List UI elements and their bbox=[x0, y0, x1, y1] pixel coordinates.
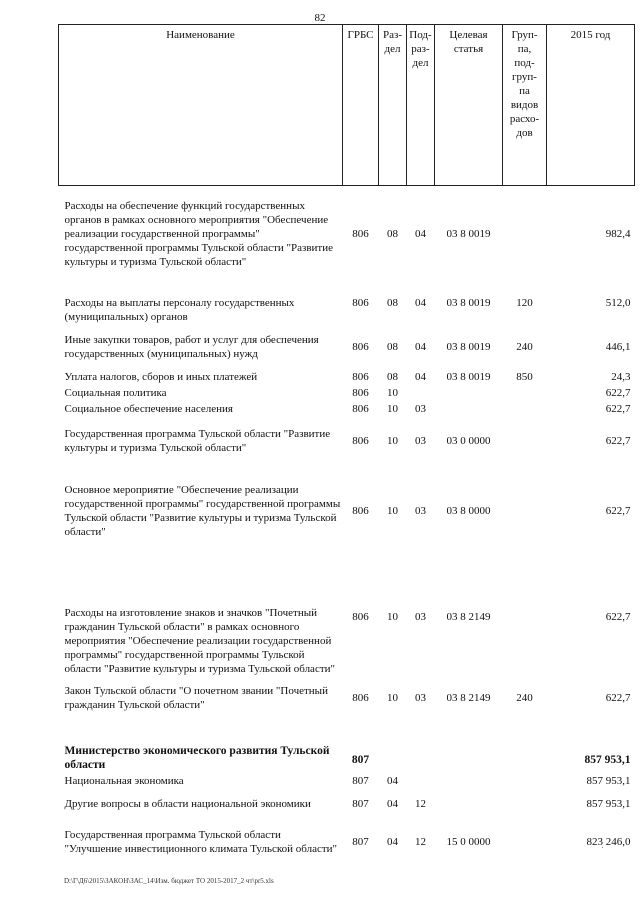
row-grbs: 806 bbox=[352, 227, 369, 240]
row-podrazdel: 04 bbox=[415, 370, 426, 383]
row-expense-group bbox=[503, 773, 547, 789]
row-name: Государственная программа Тульской области "Улучшение инвестиционного климата Тульской области" bbox=[64, 828, 338, 855]
row-podrazdel: 03 bbox=[415, 434, 426, 447]
row-razdel: 08 bbox=[387, 297, 398, 309]
row-amount: 622,7 bbox=[605, 610, 631, 623]
row-razdel bbox=[379, 719, 407, 773]
row-name: Закон Тульской области "О почетном звании "Почетный гражданин Тульской области" bbox=[64, 684, 328, 711]
row-target-article: 03 8 0019 bbox=[446, 340, 491, 353]
row-expense-group: 120 bbox=[516, 297, 533, 309]
row-target-article bbox=[435, 401, 503, 417]
row-expense-group: 850 bbox=[516, 370, 533, 383]
row-grbs: 806 bbox=[352, 610, 369, 623]
row-razdel: 10 bbox=[387, 402, 398, 415]
row-name: Расходы на выплаты персоналу государственных (муниципальных) органов bbox=[64, 296, 295, 323]
table-row bbox=[59, 385, 635, 401]
row-target-article: 03 8 2149 bbox=[446, 610, 491, 623]
row-expense-group bbox=[503, 465, 547, 557]
row-podrazdel: 03 bbox=[415, 691, 426, 704]
row-amount: 24,3 bbox=[611, 370, 631, 383]
table-row bbox=[59, 282, 635, 325]
table-row bbox=[59, 557, 635, 677]
row-name: Иные закупки товаров, работ и услуг для обеспечения государственных (муниципальных) нужд bbox=[64, 333, 319, 360]
row-name: Расходы на изготовление знаков и значков "Почетный гражданин Тульской области" в рамках основного мероприятия "Обеспечение реализации государственной программы" государственной программы Тульской области "Развитие культуры и туризма Тульской области" bbox=[64, 606, 336, 675]
row-name: Основное мероприятие "Обеспечение реализации государственной программы" государственной программы Тульской области "Развитие культуры и туризма Тульской области" bbox=[64, 483, 341, 538]
row-razdel: 10 bbox=[387, 504, 398, 517]
table-row bbox=[59, 325, 635, 369]
row-expense-group bbox=[503, 557, 547, 677]
table-row bbox=[59, 719, 635, 773]
row-podrazdel: 03 bbox=[415, 402, 426, 415]
row-name: Социальная политика bbox=[64, 386, 167, 399]
row-grbs: 806 bbox=[352, 386, 369, 399]
row-podrazdel: 04 bbox=[415, 297, 426, 309]
row-expense-group bbox=[503, 385, 547, 401]
header-razdel: Раз- дел bbox=[379, 25, 407, 186]
row-expense-group bbox=[503, 401, 547, 417]
row-razdel: 04 bbox=[387, 835, 398, 848]
row-amount: 622,7 bbox=[605, 504, 631, 517]
row-grbs: 807 bbox=[352, 835, 369, 848]
table-body bbox=[59, 186, 635, 865]
row-target-article: 03 0 0000 bbox=[446, 434, 491, 447]
page-number: 82 bbox=[314, 12, 326, 24]
row-expense-group bbox=[503, 819, 547, 865]
row-expense-group bbox=[503, 186, 547, 282]
row-razdel: 04 bbox=[387, 797, 398, 810]
row-amount: 622,7 bbox=[605, 386, 631, 399]
row-podrazdel: 03 bbox=[415, 610, 426, 623]
row-grbs: 806 bbox=[352, 434, 369, 447]
row-grbs: 806 bbox=[352, 297, 369, 309]
row-grbs: 807 bbox=[351, 753, 370, 766]
budget-table bbox=[58, 24, 635, 865]
row-target-article bbox=[435, 773, 503, 789]
row-amount: 622,7 bbox=[605, 402, 631, 415]
row-podrazdel: 04 bbox=[415, 227, 426, 240]
row-razdel: 10 bbox=[387, 691, 398, 704]
row-amount: 857 953,1 bbox=[586, 797, 631, 810]
row-grbs: 806 bbox=[352, 370, 369, 383]
row-target-article: 03 8 0019 bbox=[446, 370, 491, 383]
row-expense-group: 240 bbox=[516, 691, 533, 704]
header-expense-group: Груп- па, под- груп- па видов расхо- дов bbox=[503, 25, 547, 186]
header-year-2015: 2015 год bbox=[547, 25, 635, 186]
row-target-article: 03 8 0019 bbox=[446, 297, 491, 309]
table-row bbox=[59, 819, 635, 865]
row-razdel: 10 bbox=[387, 386, 398, 399]
row-razdel: 10 bbox=[387, 610, 398, 623]
row-podrazdel bbox=[407, 773, 435, 789]
row-podrazdel bbox=[407, 385, 435, 401]
row-name: Расходы на обеспечение функций государственных органов в рамках основного мероприятия "Обеспечение реализации государственной программы" государственной программы Тульской области "Развитие культуры и туризма Тульской области" bbox=[64, 199, 334, 268]
header-name: Наименование bbox=[59, 25, 343, 186]
row-expense-group: 240 bbox=[516, 340, 533, 353]
row-podrazdel: 04 bbox=[415, 340, 426, 353]
row-name: Министерство экономического развития Тульской области bbox=[64, 744, 330, 771]
row-podrazdel: 12 bbox=[415, 835, 426, 848]
table-row bbox=[59, 789, 635, 819]
row-amount: 622,7 bbox=[605, 434, 631, 447]
row-grbs: 807 bbox=[352, 797, 369, 810]
row-razdel: 10 bbox=[387, 434, 398, 447]
row-podrazdel: 03 bbox=[415, 504, 426, 517]
row-expense-group bbox=[503, 719, 547, 773]
row-razdel: 04 bbox=[387, 774, 398, 787]
row-name: Национальная экономика bbox=[64, 774, 184, 787]
row-name: Государственная программа Тульской области "Развитие культуры и туризма Тульской области" bbox=[64, 427, 331, 454]
table-row bbox=[59, 465, 635, 557]
scan-mark bbox=[602, 847, 603, 848]
row-target-article: 03 8 2149 bbox=[446, 691, 491, 704]
row-amount: 622,7 bbox=[605, 691, 631, 704]
header-grbs: ГРБС bbox=[343, 25, 379, 186]
header-target-article: Целевая статья bbox=[435, 25, 503, 186]
table-row bbox=[59, 401, 635, 417]
row-name: Другие вопросы в области национальной экономики bbox=[64, 797, 311, 810]
row-grbs: 807 bbox=[352, 774, 369, 787]
row-amount: 857 953,1 bbox=[584, 753, 631, 766]
row-grbs: 806 bbox=[352, 340, 369, 353]
table-row bbox=[59, 417, 635, 465]
row-target-article bbox=[435, 385, 503, 401]
table-row bbox=[59, 773, 635, 789]
row-amount: 512,0 bbox=[605, 297, 631, 309]
row-name: Социальное обеспечение населения bbox=[64, 402, 233, 415]
row-amount: 446,1 bbox=[605, 340, 631, 353]
row-razdel: 08 bbox=[387, 340, 398, 353]
row-target-article: 03 8 0019 bbox=[446, 227, 491, 240]
row-expense-group bbox=[503, 789, 547, 819]
row-amount: 823 246,0 bbox=[586, 835, 631, 848]
row-razdel: 08 bbox=[387, 370, 398, 383]
row-razdel: 08 bbox=[387, 227, 398, 240]
row-name: Уплата налогов, сборов и иных платежей bbox=[64, 370, 258, 383]
row-grbs: 806 bbox=[352, 504, 369, 517]
table-row bbox=[59, 677, 635, 719]
row-target-article bbox=[435, 719, 503, 773]
header-podrazdel: Под- раз- дел bbox=[407, 25, 435, 186]
row-amount: 982,4 bbox=[605, 227, 631, 240]
table-header bbox=[59, 25, 635, 186]
row-target-article: 03 8 0000 bbox=[446, 504, 491, 517]
row-podrazdel bbox=[407, 719, 435, 773]
file-path-footer: D:\Г\Д6\2015\ЗАКОН\ЗАС_14\Изм. бюджет ТО 2015-2017_2 чт\pr5.xls bbox=[64, 877, 274, 885]
table-row bbox=[59, 369, 635, 385]
row-amount: 857 953,1 bbox=[586, 774, 631, 787]
row-target-article bbox=[435, 789, 503, 819]
row-grbs: 806 bbox=[352, 691, 369, 704]
row-target-article: 15 0 0000 bbox=[446, 835, 491, 848]
row-expense-group bbox=[503, 417, 547, 465]
row-grbs: 806 bbox=[352, 402, 369, 415]
table-row bbox=[59, 186, 635, 282]
row-podrazdel: 12 bbox=[415, 797, 426, 810]
